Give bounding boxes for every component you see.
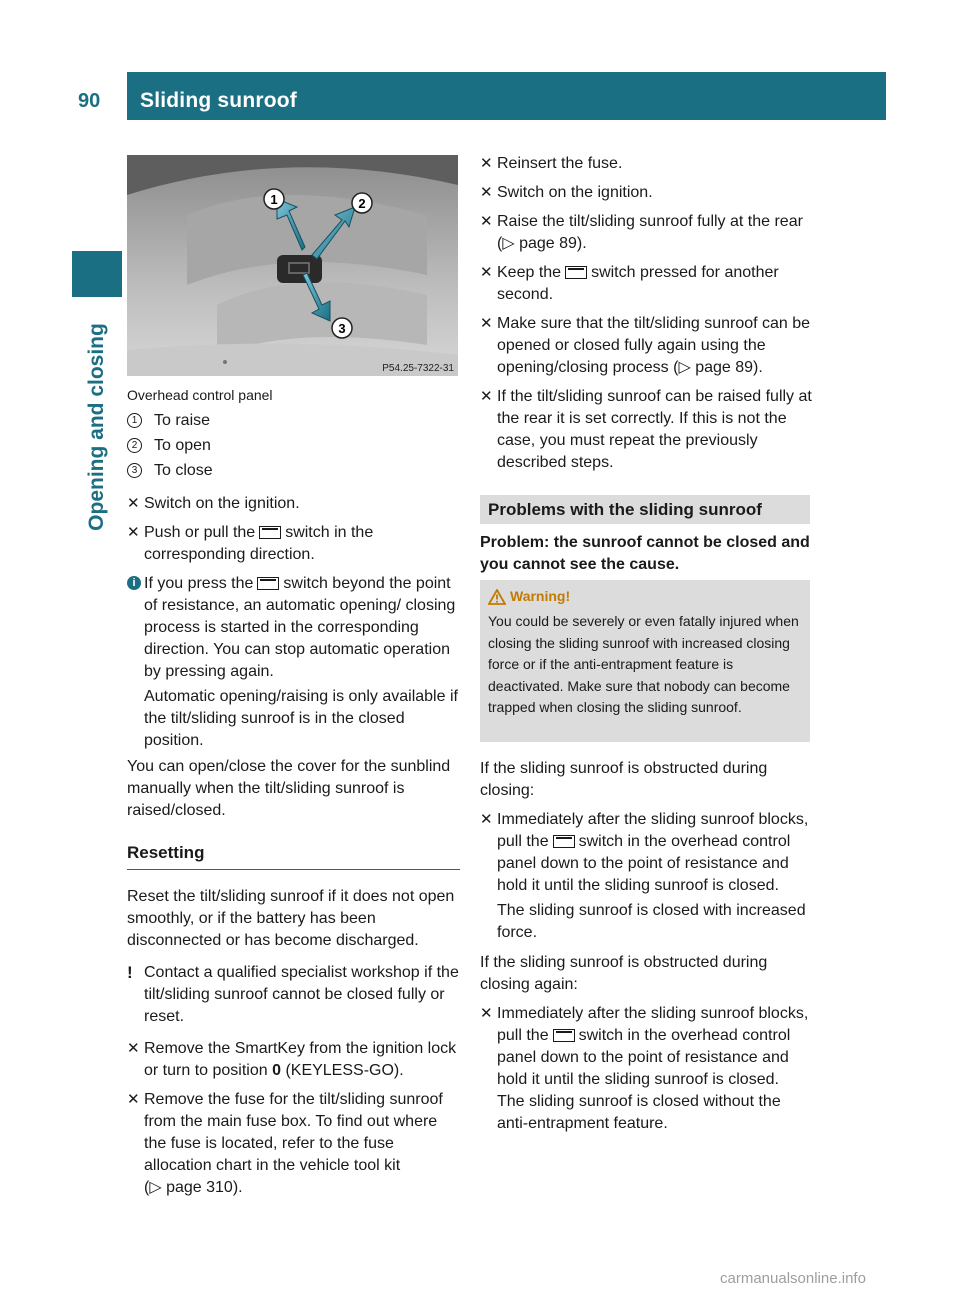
section-rule <box>127 869 460 870</box>
legend-number: 3 <box>127 463 142 478</box>
step-text: Remove the fuse for the tilt/sliding sunroof from the main fuse box. To find out where the fuse is located, refer to the fuse allocation chart in the vehicle tool kit <box>144 1091 443 1174</box>
step-subtext: The sliding sunroof is closed with increased force. <box>497 902 806 941</box>
step-text: Keep the <box>497 264 562 281</box>
step-text: If the tilt/sliding sunroof can be raised fully at the rear it is set correctly. If this is not the case, you must repeat the previously described steps. <box>497 388 812 471</box>
page-number: 90 <box>78 90 101 112</box>
image-code: P54.25-7322-31 <box>382 363 454 374</box>
warning-text: You could be severely or even fatally injured when closing the sliding sunroof with increased closing force or if the anti-entrapment feature is deactivated. Make sure that nobody can become trapped when closing the sliding sunroof. <box>488 613 799 715</box>
step-text: Reinsert the fuse. <box>497 155 623 172</box>
step-text: Immediately after the sliding sunroof blocks, pull the <box>497 811 809 850</box>
overhead-control-panel-photo <box>127 155 458 376</box>
instruction-step <box>127 493 460 515</box>
step-text: Push or pull the <box>144 524 256 541</box>
left-column <box>127 386 460 1199</box>
caution-exclamation-icon: ! <box>127 963 133 982</box>
step-bold-text: 0 <box>272 1062 281 1079</box>
info-text: switch beyond the point of resistance, an automatic opening/ closing process is started in the corresponding direction. You can stop automatic operation by pressing again. <box>144 575 456 680</box>
paragraph: Reset the tilt/sliding sunroof if it does not open smoothly, or if the battery has been disconnected or has become discharged. <box>127 888 455 949</box>
step-x-icon: ✕ <box>480 155 493 172</box>
step-text: Make sure that the tilt/sliding sunroof can be opened or closed fully again using the opening/closing process (▷ page 89). <box>497 315 811 376</box>
sunroof-switch-icon <box>257 577 279 590</box>
side-tab-block <box>72 251 122 297</box>
instruction-step <box>127 522 460 566</box>
section-heading-resetting: Resetting <box>127 843 205 862</box>
control-panel-illustration <box>127 155 458 376</box>
step-x-icon: ✕ <box>480 811 493 828</box>
right-column <box>480 146 813 474</box>
step-text: Switch on the ignition. <box>497 184 653 201</box>
svg-text:3: 3 <box>338 321 346 336</box>
legend-item <box>127 458 460 483</box>
step-x-icon: ✕ <box>127 1091 140 1108</box>
step-text: Immediately after the sliding sunroof blocks, pull the <box>497 1005 809 1044</box>
instruction-step <box>480 182 813 204</box>
step-x-icon: ✕ <box>480 184 493 201</box>
right-column-lower <box>480 758 813 1135</box>
step-text: Remove the SmartKey from the ignition lock or turn to position <box>144 1040 457 1079</box>
info-subtext: Automatic opening/raising is only available if the tilt/sliding sunroof is in the closed position. <box>144 688 458 749</box>
instruction-step <box>480 313 813 379</box>
section-heading-text: Problems with the sliding sunroof <box>488 500 762 519</box>
page-reference: (▷ page 310). <box>144 1179 243 1196</box>
instruction-step <box>127 1038 460 1082</box>
legend-number: 2 <box>127 438 142 453</box>
warning-triangle-icon <box>488 589 506 605</box>
svg-text:2: 2 <box>358 196 366 211</box>
legend-item <box>127 433 460 458</box>
info-text: If you press the <box>144 575 254 592</box>
info-note <box>127 573 460 752</box>
instruction-step <box>480 1003 813 1135</box>
problem-title: Problem: the sunroof cannot be closed and you cannot see the cause. <box>480 534 810 573</box>
side-tab <box>72 297 122 557</box>
info-icon: i <box>127 576 141 590</box>
paragraph: If the sliding sunroof is obstructed during closing: <box>480 760 768 799</box>
paragraph: If the sliding sunroof is obstructed during closing again: <box>480 954 768 993</box>
svg-text:1: 1 <box>270 192 278 207</box>
step-x-icon: ✕ <box>480 213 493 230</box>
instruction-step <box>480 386 813 474</box>
step-text: switch in the corresponding direction. <box>144 524 374 563</box>
step-text: Raise the tilt/sliding sunroof fully at the rear (▷ page 89). <box>497 213 803 252</box>
instruction-step <box>480 262 813 306</box>
step-text: switch in the overhead control panel down to the point of resistance and hold it until the sliding sunroof is closed. <box>497 833 791 894</box>
step-x-icon: ✕ <box>480 1005 493 1022</box>
step-text: switch pressed for another second. <box>497 264 779 303</box>
page-title: Sliding sunroof <box>140 89 297 112</box>
instruction-step <box>480 809 813 944</box>
sunroof-switch-icon <box>553 835 575 848</box>
instruction-step <box>480 153 813 175</box>
step-subtext: The sliding sunroof is closed without the anti-entrapment feature. <box>497 1093 781 1132</box>
sunroof-switch-icon <box>553 1029 575 1042</box>
problems-section-heading <box>480 495 810 524</box>
sunroof-switch-icon <box>259 526 281 539</box>
step-x-icon: ✕ <box>127 495 140 512</box>
caution-note <box>127 962 460 1028</box>
warning-title: Warning! <box>510 588 571 604</box>
step-text: (KEYLESS-GO). <box>285 1062 404 1079</box>
figure-legend <box>127 408 460 483</box>
step-x-icon: ✕ <box>127 524 140 541</box>
sunroof-switch-icon <box>565 266 587 279</box>
instruction-step <box>127 1089 460 1199</box>
step-x-icon: ✕ <box>480 264 493 281</box>
warning-box <box>480 580 810 742</box>
step-x-icon: ✕ <box>127 1040 140 1057</box>
legend-item <box>127 408 460 433</box>
step-x-icon: ✕ <box>480 315 493 332</box>
step-text: Switch on the ignition. <box>144 495 300 512</box>
figure-caption: Overhead control panel <box>127 387 273 403</box>
caution-text: Contact a qualified specialist workshop if the tilt/sliding sunroof cannot be closed fully or reset. <box>144 964 459 1025</box>
legend-text: To raise <box>154 411 211 429</box>
paragraph: You can open/close the cover for the sunblind manually when the tilt/sliding sunroof is raised/closed. <box>127 758 451 819</box>
watermark: carmanualsonline.info <box>720 1270 866 1287</box>
instruction-step <box>480 211 813 255</box>
legend-number: 1 <box>127 413 142 428</box>
legend-text: To open <box>154 436 211 454</box>
legend-text: To close <box>154 461 213 479</box>
side-tab-label: Opening and closing <box>85 323 108 531</box>
step-text: switch in the overhead control panel down to the point of resistance and hold it until the sliding sunroof is closed. <box>497 1027 791 1088</box>
step-x-icon: ✕ <box>480 388 493 405</box>
